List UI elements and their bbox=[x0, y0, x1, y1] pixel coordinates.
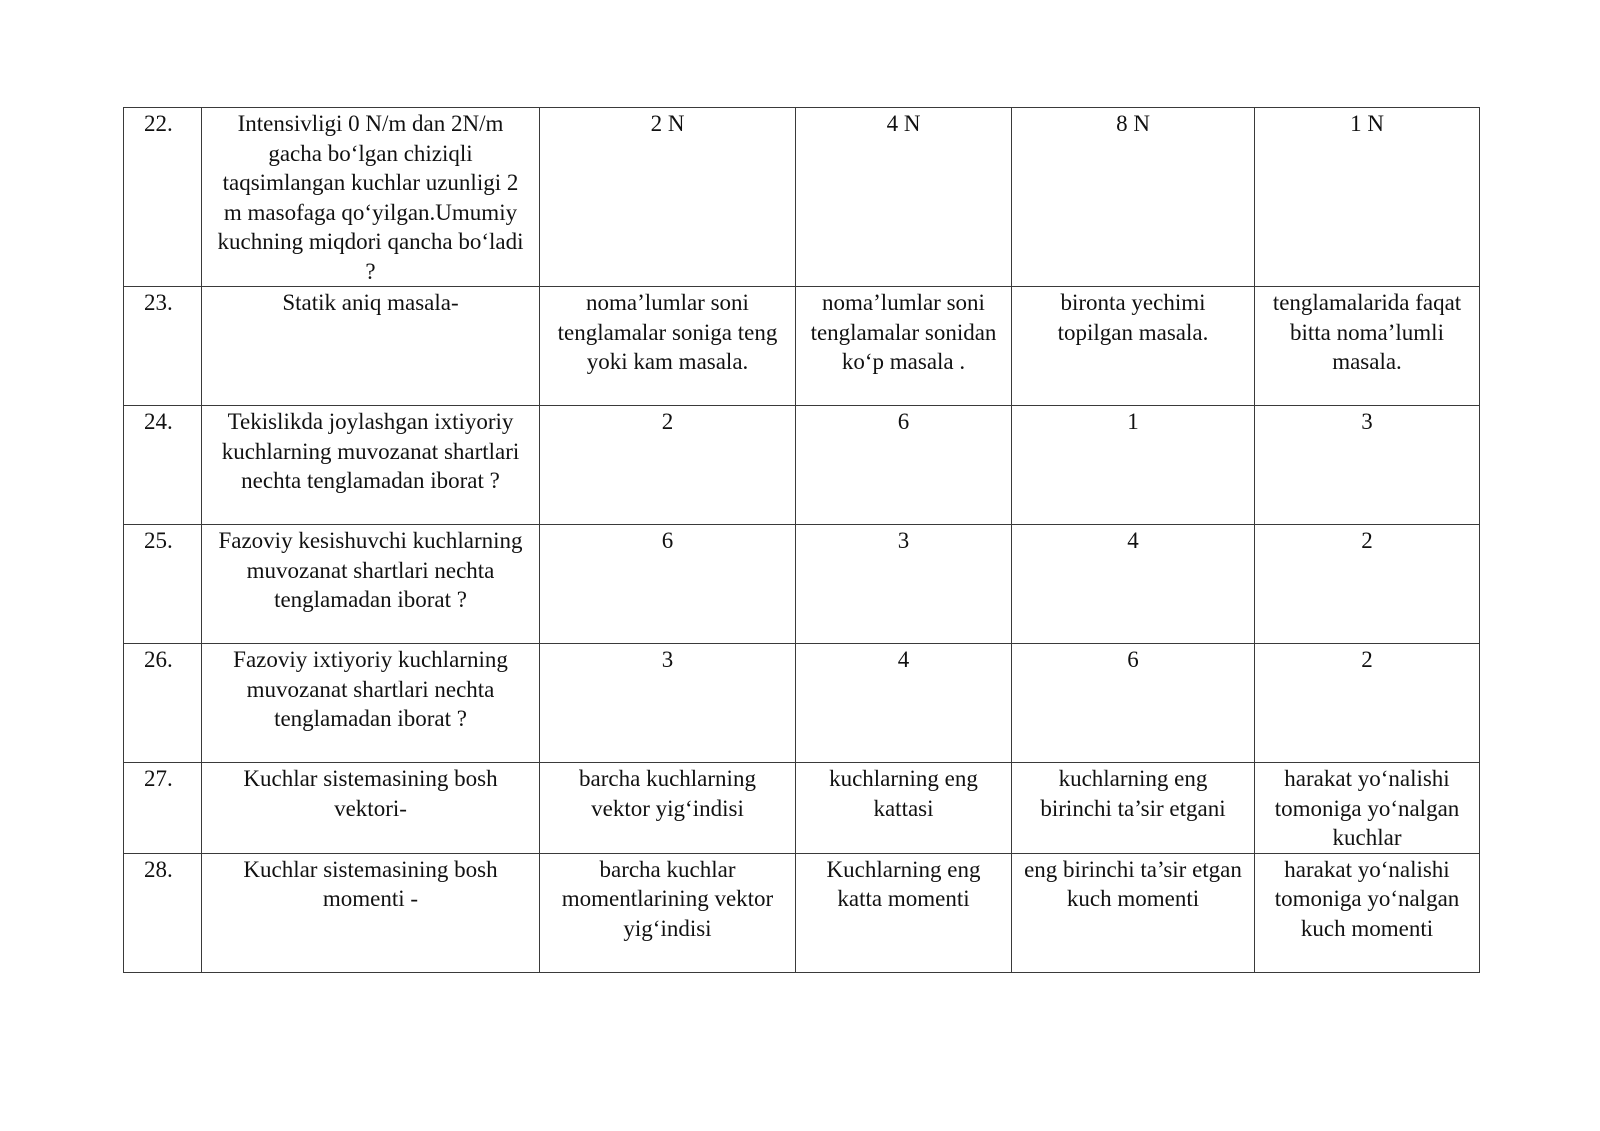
answer-option-c: 6 bbox=[1012, 644, 1255, 763]
answer-option-b: Kuchlarning eng katta momenti bbox=[796, 853, 1012, 972]
question-text: Kuchlar sistemasining bosh vektori- bbox=[202, 763, 540, 854]
answer-option-a: 6 bbox=[540, 525, 796, 644]
answer-option-c: eng birinchi ta’sir etgan kuch momenti bbox=[1012, 853, 1255, 972]
answer-option-c: 4 bbox=[1012, 525, 1255, 644]
answer-option-a: barcha kuchlar momentlarining vektor yig‘indisi bbox=[540, 853, 796, 972]
table-row bbox=[124, 406, 1480, 525]
answer-option-c: kuchlarning eng birinchi ta’sir etgani bbox=[1012, 763, 1255, 854]
answer-option-d: 3 bbox=[1255, 406, 1480, 525]
table-row bbox=[124, 287, 1480, 406]
question-text: Kuchlar sistemasining bosh momenti - bbox=[202, 853, 540, 972]
question-number: 23. bbox=[124, 287, 202, 406]
quiz-table bbox=[123, 107, 1480, 973]
answer-option-b: noma’lumlar soni tenglamalar sonidan ko‘p masala . bbox=[796, 287, 1012, 406]
table-row bbox=[124, 644, 1480, 763]
answer-option-b: 3 bbox=[796, 525, 1012, 644]
question-text: Fazoviy ixtiyoriy kuchlarning muvozanat shartlari nechta tenglamadan iborat ? bbox=[202, 644, 540, 763]
answer-option-d: tenglamalarida faqat bitta noma’lumli masala. bbox=[1255, 287, 1480, 406]
answer-option-a: noma’lumlar soni tenglamalar soniga teng yoki kam masala. bbox=[540, 287, 796, 406]
answer-option-c: 1 bbox=[1012, 406, 1255, 525]
question-number: 28. bbox=[124, 853, 202, 972]
answer-option-d: harakat yo‘nalishi tomoniga yo‘nalgan kuch momenti bbox=[1255, 853, 1480, 972]
question-number: 22. bbox=[124, 108, 202, 287]
table-row bbox=[124, 763, 1480, 854]
answer-option-a: 3 bbox=[540, 644, 796, 763]
answer-option-d: 2 bbox=[1255, 644, 1480, 763]
table-row bbox=[124, 525, 1480, 644]
question-number: 24. bbox=[124, 406, 202, 525]
answer-option-b: kuchlarning eng kattasi bbox=[796, 763, 1012, 854]
table-row bbox=[124, 853, 1480, 972]
question-text: Fazoviy kesishuvchi kuchlarning muvozanat shartlari nechta tenglamadan iborat ? bbox=[202, 525, 540, 644]
question-number: 26. bbox=[124, 644, 202, 763]
answer-option-a: barcha kuchlarning vektor yig‘indisi bbox=[540, 763, 796, 854]
answer-option-d: harakat yo‘nalishi tomoniga yo‘nalgan kuchlar bbox=[1255, 763, 1480, 854]
answer-option-b: 4 bbox=[796, 644, 1012, 763]
answer-option-b: 6 bbox=[796, 406, 1012, 525]
answer-option-c: bironta yechimi topilgan masala. bbox=[1012, 287, 1255, 406]
question-text: Tekislikda joylashgan ixtiyoriy kuchlarning muvozanat shartlari nechta tenglamadan iborat ? bbox=[202, 406, 540, 525]
question-text: Statik aniq masala- bbox=[202, 287, 540, 406]
answer-option-d: 1 N bbox=[1255, 108, 1480, 287]
answer-option-a: 2 N bbox=[540, 108, 796, 287]
question-number: 27. bbox=[124, 763, 202, 854]
question-number: 25. bbox=[124, 525, 202, 644]
answer-option-a: 2 bbox=[540, 406, 796, 525]
answer-option-b: 4 N bbox=[796, 108, 1012, 287]
answer-option-c: 8 N bbox=[1012, 108, 1255, 287]
answer-option-d: 2 bbox=[1255, 525, 1480, 644]
table-row bbox=[124, 108, 1480, 287]
question-text: Intensivligi 0 N/m dan 2N/m gacha bo‘lgan chiziqli taqsimlangan kuchlar uzunligi 2 m masofaga qo‘yilgan.Umumiy kuchning miqdori qancha bo‘ladi ? bbox=[202, 108, 540, 287]
